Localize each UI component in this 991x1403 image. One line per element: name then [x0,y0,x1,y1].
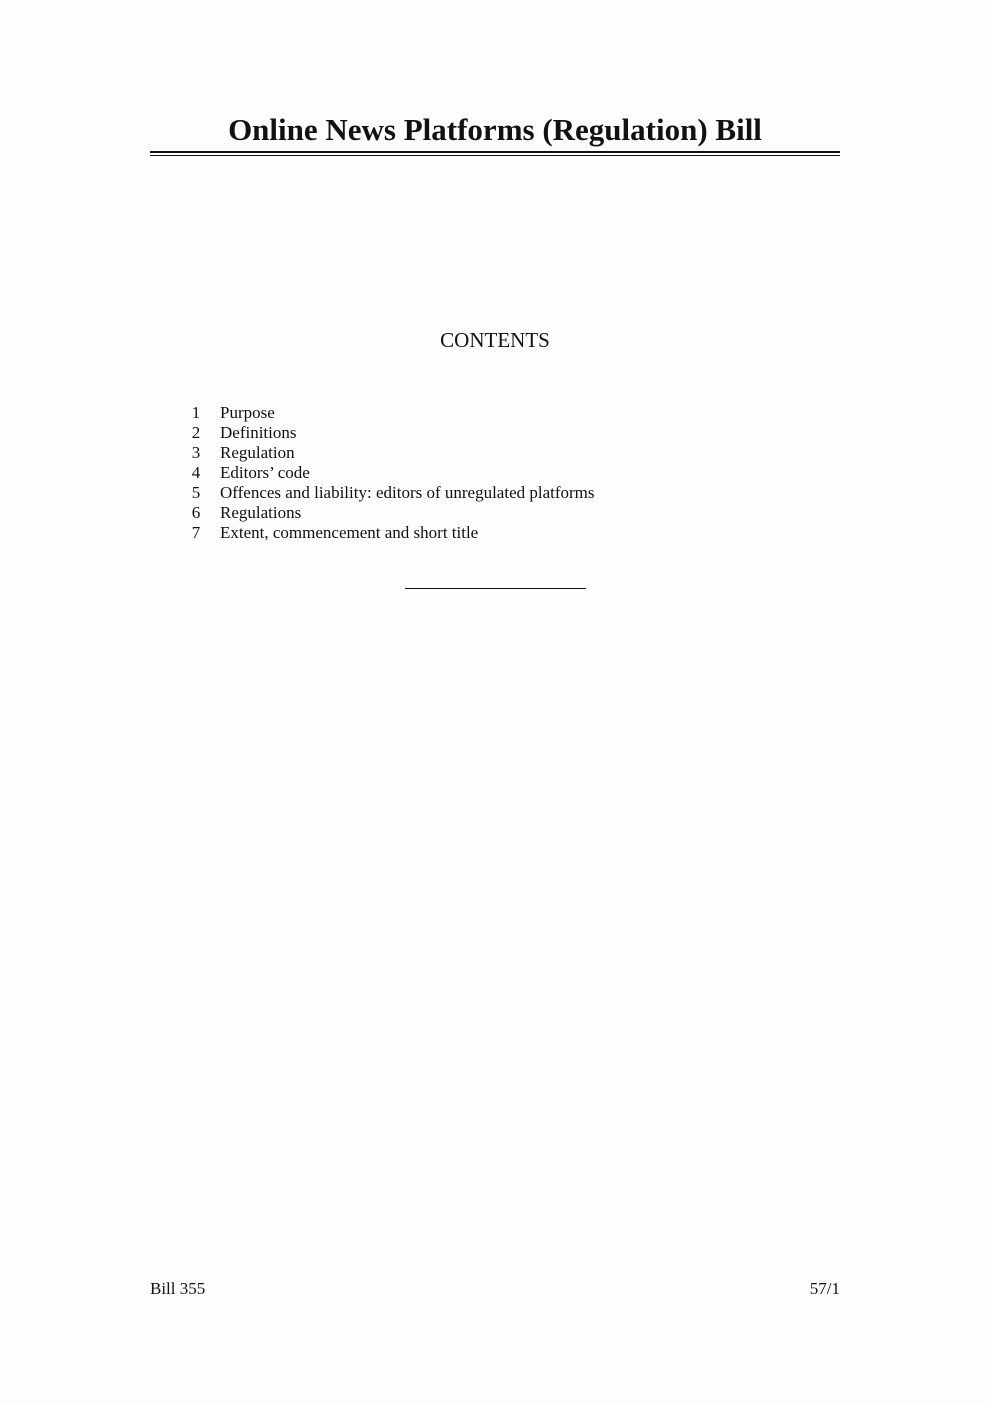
toc-item-label: Extent, commencement and short title [220,523,479,542]
toc-item-label: Definitions [220,423,297,442]
toc-item-number: 2 [191,423,201,442]
toc-item-label: Regulation [220,443,295,462]
toc-item-label: Editors’ code [220,463,310,482]
toc-item-number: 6 [191,503,201,522]
toc-item-number: 3 [191,443,201,462]
toc-item[interactable] [186,403,595,423]
toc-item-number: 1 [191,403,201,422]
toc-item-label: Purpose [220,403,275,422]
toc-item-label: Offences and liability: editors of unregulated platforms [220,483,595,502]
toc-item-number: 5 [191,483,201,502]
session-reference: 57/1 [809,1279,840,1298]
toc-item-number: 4 [191,463,201,482]
bill-number: Bill 355 [150,1279,206,1298]
toc-item[interactable] [186,423,595,443]
section-divider [405,588,586,589]
toc-item-number: 7 [191,523,201,542]
toc-item[interactable] [186,523,595,543]
table-of-contents [186,403,595,543]
toc-item[interactable] [186,463,595,483]
title-double-rule [150,151,840,156]
toc-item[interactable] [186,483,595,503]
toc-item-label: Regulations [220,503,302,522]
toc-item[interactable] [186,503,595,523]
toc-item[interactable] [186,443,595,463]
contents-heading: CONTENTS [440,328,550,352]
bill-title: Online News Platforms (Regulation) Bill [228,112,762,147]
